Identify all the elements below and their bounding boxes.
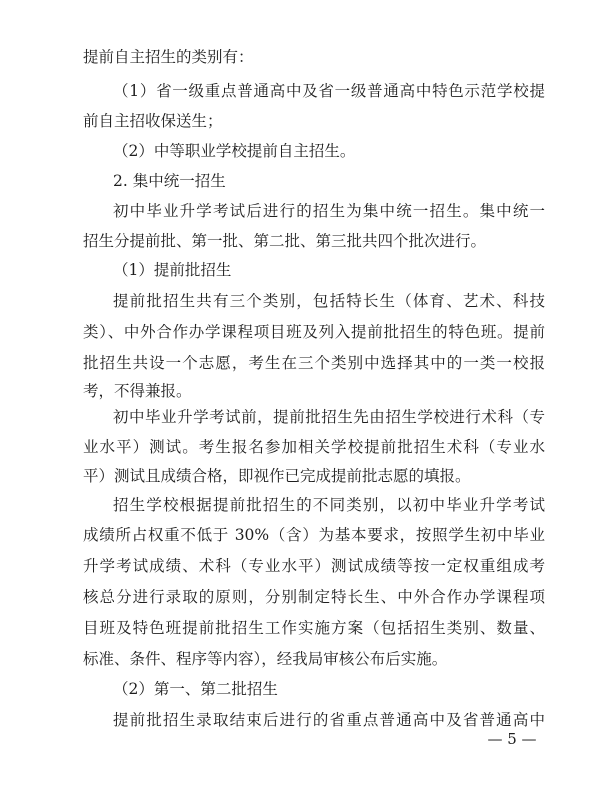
text-line: 提前自主招生的类别有： — [83, 48, 254, 66]
text-line: 招生学校根据提前批招生的不同类别，以初中毕业升学考试 — [113, 496, 545, 514]
subsection-heading: （1）提前批招生 — [113, 261, 232, 279]
text-line: 平）测试且成绩合格，即视作已完成提前批志愿的填报。 — [83, 467, 471, 485]
text-line: 提前批招生共有三个类别，包括特长生（体育、艺术、科技 — [113, 292, 545, 310]
text-line: 业水平）测试。考生报名参加相关学校提前批招生术科（专业水 — [83, 438, 545, 456]
text-line: 升学考试成绩、术科（专业水平）测试成绩等按一定权重组成考 — [83, 557, 545, 575]
text-line: 初中毕业升学考试后进行的招生为集中统一招生。集中统一 — [113, 202, 545, 220]
text-line: 标准、条件、程序等内容），经我局审核公布后实施。 — [83, 650, 448, 668]
subsection-heading: （2）第一、第二批招生 — [113, 680, 278, 698]
text-line: 考，不得兼报。 — [83, 382, 192, 400]
text-line: 核总分进行录取的原则，分别制定特长生、中外合作办学课程项 — [83, 588, 545, 606]
text-line: 提前批招生录取结束后进行的省重点普通高中及省普通高中 — [113, 711, 545, 729]
text-line: 前自主招收保送生； — [83, 112, 223, 130]
section-heading: 2. 集中统一招生 — [113, 172, 226, 190]
text-line: 招生分提前批、第一批、第二批、第三批共四个批次进行。 — [83, 232, 487, 250]
text-line: 目班及特色班提前批招生工作实施方案（包括招生类别、数量、 — [83, 619, 545, 637]
text-line: （1）省一级重点普通高中及省一级普通高中特色示范学校提 — [113, 82, 545, 100]
text-line: 成绩所占权重不低于 30%（含）为基本要求，按照学生初中毕业 — [83, 526, 545, 544]
text-line: 类）、中外合作办学课程项目班及列入提前批招生的特色班。提前 — [83, 323, 545, 341]
page-number: — 5 — — [487, 730, 537, 748]
text-line: 初中毕业升学考试前，提前批招生先由招生学校进行术科（专 — [113, 408, 545, 426]
text-line: （2）中等职业学校提前自主招生。 — [113, 142, 356, 160]
text-line: 批招生共设一个志愿，考生在三个类别中选择其中的一类一校报 — [83, 354, 545, 372]
